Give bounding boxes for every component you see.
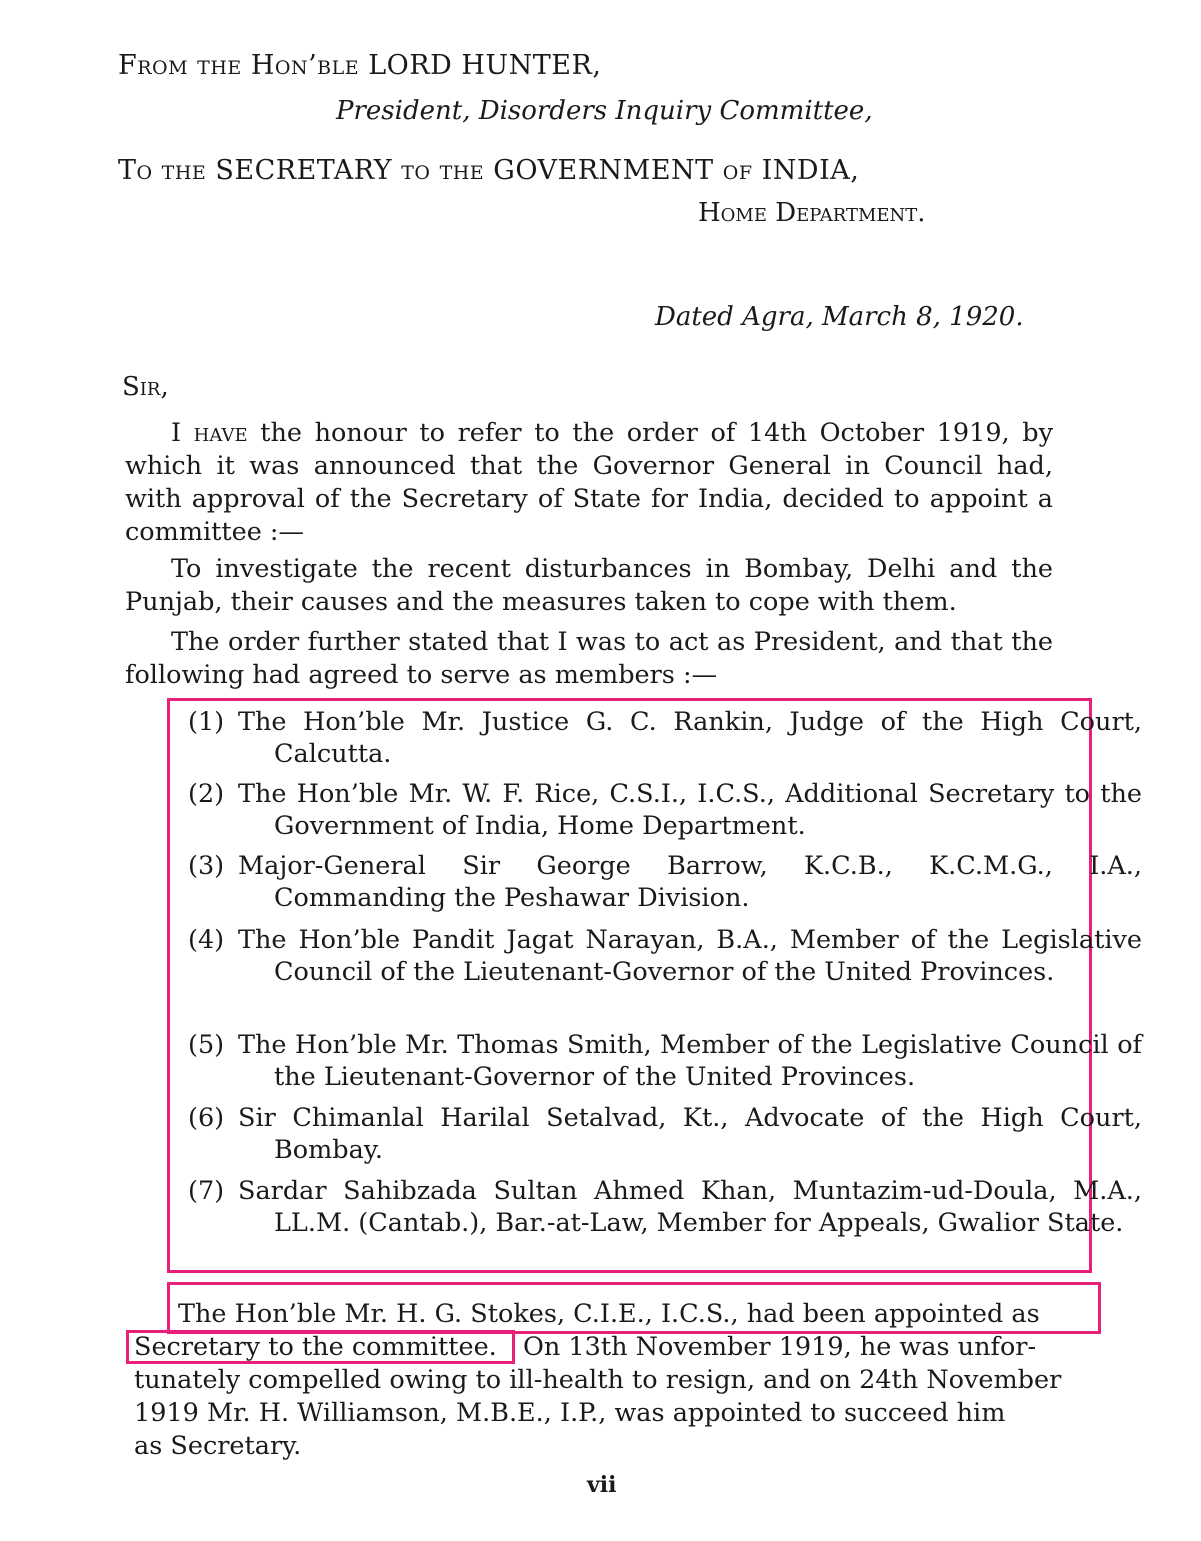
- member-item: [188, 778, 1142, 842]
- member-text: Sir Chimanlal Harilal Setalvad, Kt., Advocate of the High Court, Bombay.: [238, 1103, 1142, 1165]
- paragraph-4-line-5: as Secretary.: [134, 1431, 302, 1461]
- member-number: (6): [188, 1103, 225, 1133]
- from-line: [118, 50, 601, 81]
- member-number: (1): [188, 707, 225, 737]
- to-mid: to the: [401, 155, 485, 186]
- paragraph-1-lead: I have: [171, 418, 248, 448]
- paragraph-4-line-1: The Hon’ble Mr. H. G. Stokes, C.I.E., I.C.S., had been appointed as: [178, 1299, 1040, 1329]
- to-secretary: SECRETARY: [215, 155, 393, 186]
- member-text: The Hon’ble Pandit Jagat Narayan, B.A., Member of the Legislative Council of the Lieutenant-Governor of the United Provinces.: [238, 925, 1142, 987]
- to-prefix: To the: [118, 155, 207, 186]
- paragraph-1-text: the honour to refer to the order of 14th October 1919, by which it was announced that the Governor General in Council had, with approval of the Secretary of State for India, decided to appoint a committee :—: [125, 418, 1053, 547]
- member-number: (2): [188, 779, 225, 809]
- member-item: [188, 924, 1142, 988]
- paragraph-2: To investigate the recent disturbances in Bombay, Delhi and the Punjab, their causes and the measures taken to cope with them.: [125, 554, 1053, 617]
- salutation: Sir,: [122, 372, 169, 402]
- member-text: The Hon’ble Mr. Justice G. C. Rankin, Judge of the High Court, Calcutta.: [238, 707, 1142, 769]
- paragraph-1: [125, 417, 1053, 549]
- member-item: [188, 1175, 1142, 1239]
- from-name: LORD HUNTER,: [368, 50, 602, 81]
- member-text: Sardar Sahibzada Sultan Ahmed Khan, Muntazim-ud-Doula, M.A., LL.M. (Cantab.), Bar.-at-Law, Member for Appeals, Gwalior State.: [238, 1176, 1142, 1238]
- department: Home Department.: [698, 198, 926, 228]
- paragraph-3: The order further stated that I was to act as President, and that the following had agreed to serve as members :—: [125, 627, 1053, 690]
- member-number: (7): [188, 1176, 225, 1206]
- letter-date: Dated Agra, March 8, 1920.: [655, 302, 1024, 332]
- to-india: INDIA,: [761, 155, 860, 186]
- to-of: of: [722, 155, 753, 186]
- from-title: President, Disorders Inquiry Committee,: [336, 96, 873, 126]
- member-item: [188, 850, 1142, 914]
- member-number: (3): [188, 851, 225, 881]
- to-line: [118, 155, 859, 186]
- member-text: The Hon’ble Mr. Thomas Smith, Member of the Legislative Council of the Lieutenant-Governor of the United Provinces.: [238, 1030, 1142, 1092]
- paragraph-4-line-4: 1919 Mr. H. Williamson, M.B.E., I.P., was appointed to succeed him: [134, 1398, 1006, 1428]
- paragraph-4-line-3: tunately compelled owing to ill-health to resign, and on 24th November: [134, 1365, 1062, 1395]
- member-text: The Hon’ble Mr. W. F. Rice, C.S.I., I.C.S., Additional Secretary to the Government of India, Home Department.: [238, 779, 1142, 841]
- member-item: [188, 1029, 1142, 1093]
- member-text: Major-General Sir George Barrow, K.C.B., K.C.M.G., I.A., Commanding the Peshawar Division.: [238, 851, 1142, 913]
- paragraph-4-line-2-boxed: Secretary to the committee.: [134, 1332, 497, 1362]
- page-number: vii: [587, 1472, 617, 1498]
- member-item: [188, 1102, 1142, 1166]
- from-prefix: From the Hon’ble: [118, 50, 360, 81]
- member-number: (4): [188, 925, 225, 955]
- paragraph-4-line-2-rest: On 13th November 1919, he was unfor-: [523, 1332, 1037, 1362]
- to-government: GOVERNMENT: [493, 155, 714, 186]
- member-item: [188, 706, 1142, 770]
- member-number: (5): [188, 1030, 225, 1060]
